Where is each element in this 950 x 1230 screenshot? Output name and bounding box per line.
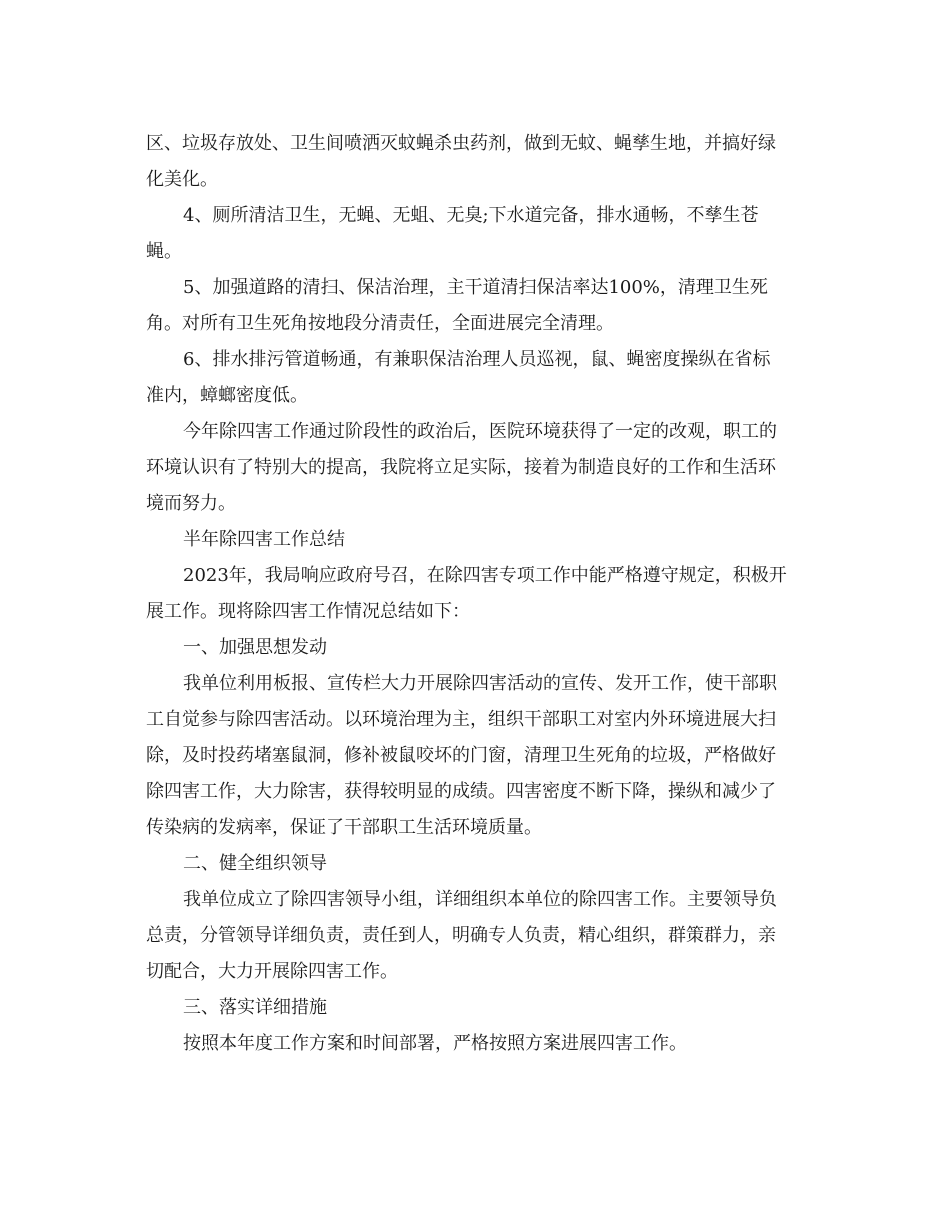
text-line: 按照本年度工作方案和时间部署，严格按照方案进展四害工作。 [183, 1033, 687, 1054]
text-line: 切配合，大力开展除四害工作。 [146, 961, 398, 982]
text-line: 工自觉参与除四害活动。以环境治理为主，组织干部职工对室内外环境进展大扫 [146, 709, 776, 730]
text-line: 蝇。 [146, 241, 182, 262]
text-line: 我单位利用板报、宣传栏大力开展除四害活动的宣传、发开工作，使干部职 [183, 673, 777, 694]
text-line: 环境认识有了特别大的提高，我院将立足实际，接着为制造良好的工作和生活环 [146, 457, 776, 478]
section-heading: 二、健全组织领导 [183, 853, 327, 874]
text-line: 2023年，我局响应政府号召，在除四害专项工作中能严格遵守规定，积极开 [183, 565, 787, 586]
document-body [146, 126, 806, 1062]
text-line: 除，及时投药堵塞鼠洞，修补被鼠咬坏的门窗，清理卫生死角的垃圾，严格做好 [146, 745, 776, 766]
text-line: 境而努力。 [146, 493, 236, 514]
text-line: 传染病的发病率，保证了干部职工生活环境质量。 [146, 817, 542, 838]
text-line: 今年除四害工作通过阶段性的政治后，医院环境获得了一定的改观，职工的 [183, 421, 777, 442]
text-line: 4、厕所清洁卫生，无蝇、无蛆、无臭;下水道完备，排水通畅，不孳生苍 [183, 205, 759, 226]
text-line: 我单位成立了除四害领导小组，详细组织本单位的除四害工作。主要领导负 [183, 889, 777, 910]
text-line: 6、排水排污管道畅通，有兼职保洁治理人员巡视，鼠、蝇密度操纵在省标 [183, 349, 771, 370]
section-heading: 半年除四害工作总结 [183, 529, 345, 550]
text-line: 展工作。现将除四害工作情况总结如下： [146, 601, 470, 622]
section-heading: 三、落实详细措施 [183, 997, 327, 1018]
text-line: 角。对所有卫生死角按地段分清责任，全面进展完全清理。 [146, 313, 614, 334]
text-line: 5、加强道路的清扫、保洁治理，主干道清扫保洁率达100%，清理卫生死 [183, 277, 768, 298]
section-heading: 一、加强思想发动 [183, 637, 327, 658]
text-line: 区、垃圾存放处、卫生间喷洒灭蚊蝇杀虫药剂，做到无蚊、蝇孳生地，并搞好绿 [146, 133, 776, 154]
text-line: 化美化。 [146, 169, 218, 190]
text-line: 除四害工作，大力除害，获得较明显的成绩。四害密度不断下降，操纵和减少了 [146, 781, 776, 802]
text-line: 总责，分管领导详细负责，责任到人，明确专人负责，精心组织，群策群力，亲 [146, 925, 776, 946]
text-line: 准内，蟑螂密度低。 [146, 385, 308, 406]
